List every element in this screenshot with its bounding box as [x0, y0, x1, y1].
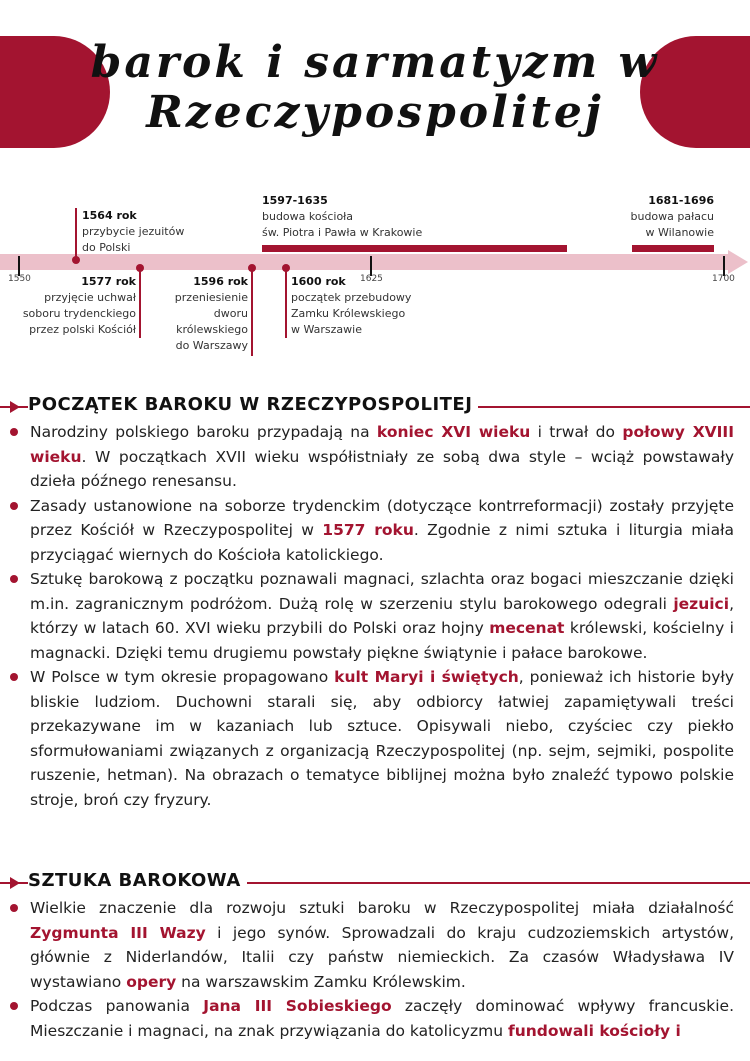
event-text: przeniesienie [174, 291, 248, 304]
timeline-range-1597-1635 [262, 245, 567, 252]
timeline-dot-1577 [136, 264, 144, 272]
event-text: do Polski [82, 241, 131, 254]
event-text: w Wilanowie [645, 226, 714, 239]
timeline-dot-1600 [282, 264, 290, 272]
body-text: i jego synów. Sprowadzali do kraju cudzoziemskich artystów, głównie z Niderlandów, Italii czy państw niemieckich. Za czasów Władysława IV wystawiano [30, 923, 734, 991]
body-text: Wielkie znaczenie dla rozwoju sztuki baroku w Rzeczypospolitej miała działalność [30, 899, 734, 917]
event-text: przyjęcie uchwał [44, 291, 136, 304]
event-year: 1564 rok [82, 209, 137, 222]
timeline-connector [285, 266, 287, 338]
bullet-list [0, 896, 750, 1043]
page-title-line1: barok i sarmatyzm w [90, 37, 660, 88]
timeline-tick-label: 1700 [712, 274, 735, 284]
section-header [0, 394, 750, 420]
timeline-tick [723, 256, 725, 276]
body-text: zaczęły dominować wpływy francuskie. Mieszczanie i magnaci, na znak przywiązania do katolicyzmu [30, 997, 734, 1040]
bullet-item [30, 494, 734, 568]
event-year: 1577 rok [81, 275, 136, 288]
event-text: Zamku Królewskiego [291, 307, 406, 320]
event-text: królewskiego [176, 323, 248, 336]
timeline-axis [0, 254, 730, 270]
body-text: i trwał do [530, 423, 623, 441]
timeline-event-1597-1635 [262, 193, 422, 241]
body-text: Zasady ustanowione na soborze trydenckim (dotyczące kontrreformacji) zostały przyjęte przez Kościół w Rzeczypospolitej w [30, 496, 734, 539]
event-year: 1597-1635 [262, 194, 328, 207]
body-text: Podczas panowania [30, 997, 204, 1015]
event-text: przez polski Kościół [29, 323, 136, 336]
highlight-text: Zygmunta III Wazy [30, 923, 206, 942]
timeline-event-1577 [0, 274, 136, 338]
section-header [0, 870, 750, 896]
highlight-text: jezuici [673, 594, 730, 613]
event-text: św. Piotra i Pawła w Krakowie [262, 226, 423, 239]
body-text: królewski, kościelny i magnacki. Dzięki temu drugiemu powstały piękne świątynie i pałace barokowe. [30, 619, 734, 662]
event-text: budowa pałacu [630, 210, 714, 223]
event-text: dworu [213, 307, 248, 320]
timeline-tick [370, 256, 372, 276]
page-title-line2: Rzeczypospolitej [146, 87, 604, 138]
timeline-dot-1564 [72, 256, 80, 264]
body-text: W Polsce w tym okresie propagowano [30, 668, 335, 686]
body-text: , ponieważ ich historie były bliskie ludziom. Duchowni starali się, aby odbiorcy łatwiej zapamiętywali treści przekazywane im w kazaniach lub sztuce. Opisywali niebo, czyściec czy piekło sformułowaniami związanych z organizacją Rzeczypospolitej (np. sejm, sejmiki, pospolite ruszenie, hetman). Na obrazach o tematyce biblijnej można było znaleźć typowo polskie stroje, broń czy fryzury. [30, 668, 734, 809]
bullet-item [30, 896, 734, 994]
timeline-tick-label: 1550 [8, 274, 31, 284]
section-title: SZTUKA BAROKOWA [28, 870, 247, 891]
event-year: 1600 rok [291, 275, 346, 288]
highlight-text: fundowali kościoły i [507, 1021, 681, 1040]
body-text: . Zgodnie z nimi sztuka i liturgia miała przyciągać wiernych do Kościoła katolickiego. [30, 521, 735, 564]
timeline-tick-label: 1625 [360, 274, 383, 284]
highlight-text: kult Maryi i świętych [334, 668, 519, 686]
timeline-dot-1596 [248, 264, 256, 272]
arrow-icon [10, 401, 20, 413]
body-text: na warszawskim Zamku Królewskim. [176, 972, 466, 991]
highlight-text: mecenat [489, 619, 565, 637]
timeline-connector [75, 208, 77, 260]
event-text: do Warszawy [175, 339, 248, 352]
event-year: 1681-1696 [648, 194, 714, 207]
timeline [0, 0, 750, 370]
timeline-event-1564 [82, 208, 184, 256]
bullet-list [0, 420, 750, 812]
timeline-event-1600 [291, 274, 411, 338]
event-text: w Warszawie [291, 323, 362, 336]
bullet-item [30, 567, 734, 665]
body-text: Sztukę barokową z początku poznawali magnaci, szlachta oraz bogaci mieszczanie dzięki m.in. zagranicznym podróżom. Dużą rolę w szerzeniu stylu barokowego odegrali [30, 570, 734, 613]
highlight-text: 1577 roku [322, 521, 414, 539]
section-title: POCZĄTEK BAROKU W RZECZYPOSPOLITEJ [28, 394, 478, 415]
event-text: początek przebudowy [291, 291, 412, 304]
bullet-item [30, 420, 734, 494]
body-text: . W początkach XVII wieku współistniały ze sobą dwa style – wciąż powstawały dzieła późnego renesansu. [30, 447, 734, 490]
highlight-text: opery [126, 972, 177, 991]
event-text: budowa kościoła [262, 210, 354, 223]
arrow-icon [10, 877, 20, 889]
timeline-arrow-icon [728, 250, 748, 274]
highlight-text: koniec XVI wieku [376, 423, 531, 441]
highlight-text: połowy XVIII wieku [30, 423, 734, 466]
event-text: soboru trydenckiego [22, 307, 136, 320]
section-poczatek-baroku [0, 394, 750, 812]
highlight-text: Jana III Sobieskiego [203, 997, 392, 1015]
bullet-item [30, 994, 734, 1043]
section-sztuka-barokowa [0, 870, 750, 1043]
body-text: , którzy w latach 60. XVI wieku przybili do Polski oraz hojny [30, 594, 734, 637]
event-year: 1596 rok [193, 275, 248, 288]
body-text: Narodziny polskiego baroku przypadają na [30, 423, 377, 441]
timeline-tick [18, 256, 20, 276]
timeline-connector [251, 266, 253, 356]
bullet-item [30, 665, 734, 812]
event-text: przybycie jezuitów [82, 225, 185, 238]
timeline-event-1596 [140, 274, 248, 354]
timeline-range-1681-1696 [632, 245, 714, 252]
timeline-event-1681-1696 [560, 193, 714, 241]
